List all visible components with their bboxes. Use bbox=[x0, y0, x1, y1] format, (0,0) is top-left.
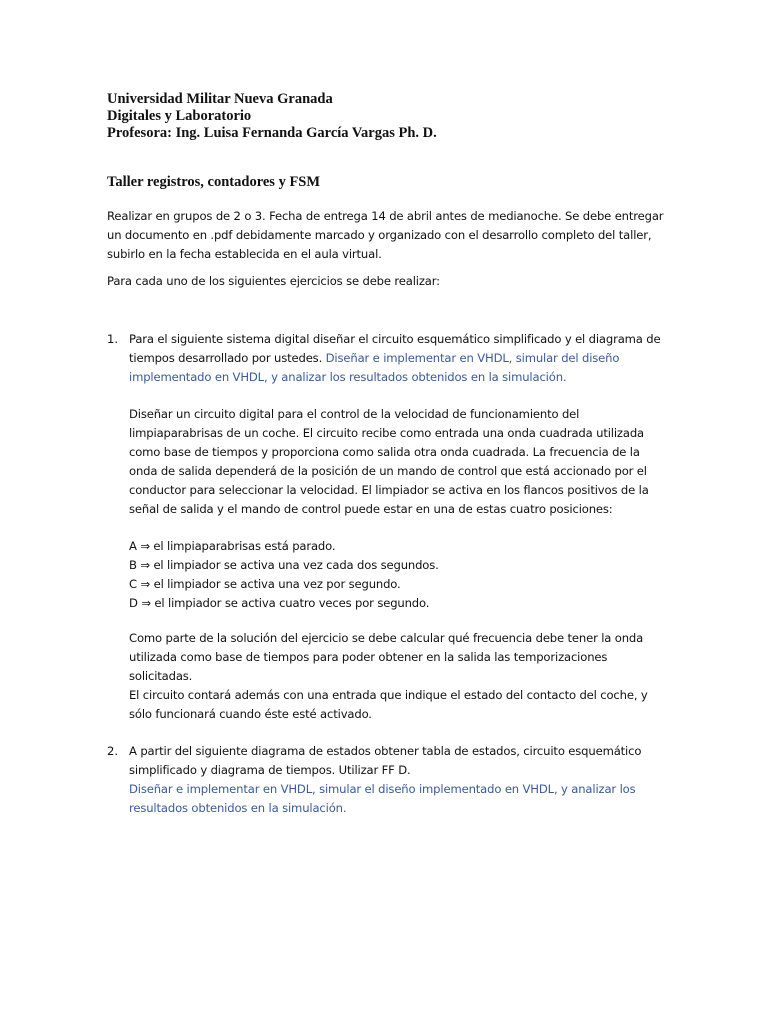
exercise-1-vhdl-instruction: Diseñar e implementar en VHDL, simular del diseño bbox=[325, 351, 620, 365]
closing-line: El circuito contará además con una entrada que indique el estado del contacto del coche, y bbox=[129, 688, 648, 702]
option-a: A ⇒ el limpiaparabrisas está parado. bbox=[129, 539, 336, 553]
closing-line: sólo funcionará cuando éste esté activado. bbox=[129, 707, 372, 721]
document-header bbox=[107, 91, 667, 142]
exercise-1-lead-line: Para el siguiente sistema digital diseñar el circuito esquemático simplificado y el diagrama de bbox=[129, 332, 661, 346]
description-line: como base de tiempos y proporciona como salida otra onda cuadrada. La frecuencia de la bbox=[129, 445, 640, 459]
description-line: onda de salida dependerá de la posición de un mando de control que está accionado por el bbox=[129, 464, 647, 478]
exercise-1-number: 1. bbox=[107, 332, 119, 346]
exercise-1-lead-line-2 bbox=[129, 349, 669, 368]
exercise-2-number: 2. bbox=[107, 744, 119, 758]
closing-line: utilizada como base de tiempos para poder obtener en la salida las temporizaciones bbox=[129, 650, 608, 664]
intro-line: Realizar en grupos de 2 o 3. Fecha de entrega 14 de abril antes de medianoche. Se debe entregar bbox=[107, 209, 664, 223]
closing-line: Como parte de la solución del ejercicio se debe calcular qué frecuencia debe tener la onda bbox=[129, 631, 644, 645]
description-line: limpiaparabrisas de un coche. El circuito recibe como entrada una onda cuadrada utilizada bbox=[129, 426, 644, 440]
university-name: Universidad Militar Nueva Granada bbox=[107, 91, 333, 107]
option-d: D ⇒ el limpiador se activa cuatro veces por segundo. bbox=[129, 596, 430, 610]
description-line: conductor para seleccionar la velocidad. El limpiador se activa en los flancos positivos de la bbox=[129, 483, 649, 497]
exercise-1-lead-text: tiempos desarrollado por ustedes. bbox=[129, 351, 323, 365]
exercise-2-lead-line: A partir del siguiente diagrama de estados obtener tabla de estados, circuito esquemático bbox=[129, 744, 642, 758]
exercise-1-lead bbox=[129, 330, 669, 387]
exercise-1-options bbox=[129, 537, 669, 613]
exercise-2-lead-line: simplificado y diagrama de tiempos. Utilizar FF D. bbox=[129, 763, 411, 777]
intro-paragraph bbox=[107, 207, 667, 264]
exercise-2-lead bbox=[129, 742, 669, 818]
intro-line: un documento en .pdf debidamente marcado y organizado con el desarrollo completo del taller, bbox=[107, 228, 652, 242]
document-title: Taller registros, contadores y FSM bbox=[107, 174, 321, 190]
instruction-paragraph: Para cada uno de los siguientes ejercicios se debe realizar: bbox=[107, 274, 440, 288]
description-line: Diseñar un circuito digital para el control de la velocidad de funcionamiento del bbox=[129, 407, 580, 421]
closing-line: solicitadas. bbox=[129, 669, 193, 683]
exercise-2-vhdl-instruction: Diseñar e implementar en VHDL, simular el diseño implementado en VHDL, y analizar los bbox=[129, 782, 636, 796]
exercise-1-description bbox=[129, 405, 669, 519]
option-c: C ⇒ el limpiador se activa una vez por segundo. bbox=[129, 577, 401, 591]
professor-name: Profesora: Ing. Luisa Fernanda García Vargas Ph. D. bbox=[107, 125, 437, 141]
exercise-1-closing bbox=[129, 629, 669, 724]
exercise-1-vhdl-instruction-cont: implementado en VHDL, y analizar los resultados obtenidos en la simulación. bbox=[129, 370, 567, 384]
exercise-2-vhdl-instruction-cont: resultados obtenidos en la simulación. bbox=[129, 801, 347, 815]
description-line: señal de salida y el mando de control puede estar en una de estas cuatro posiciones: bbox=[129, 502, 613, 516]
intro-line: subirlo en la fecha establecida en el aula virtual. bbox=[107, 247, 382, 261]
course-name: Digitales y Laboratorio bbox=[107, 108, 252, 124]
option-b: B ⇒ el limpiador se activa una vez cada dos segundos. bbox=[129, 558, 439, 572]
